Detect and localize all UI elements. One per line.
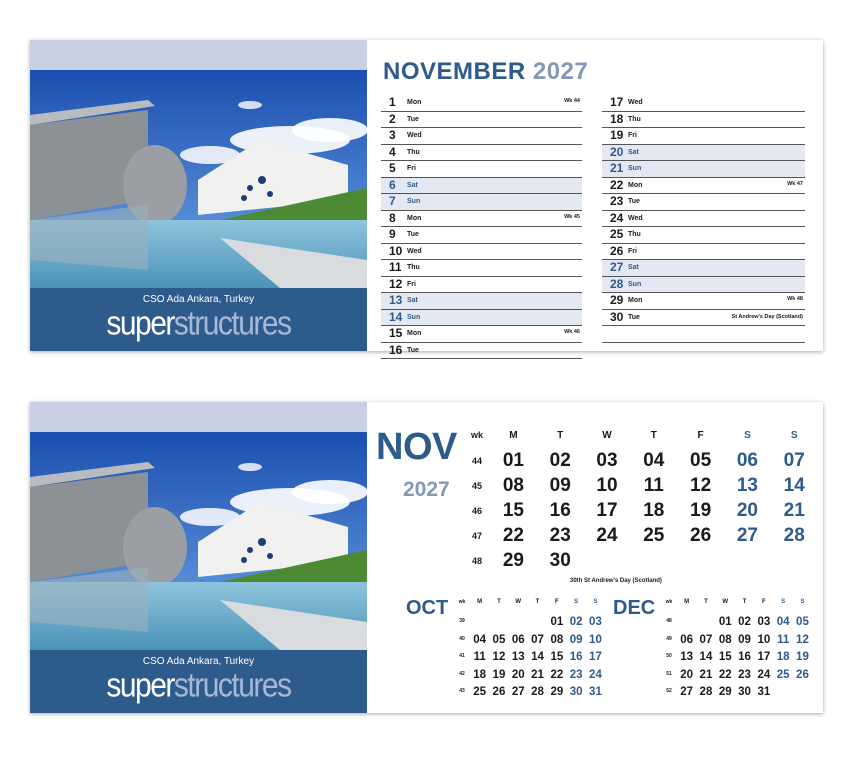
- day-row: [602, 260, 805, 277]
- date-cell: 09: [549, 475, 571, 496]
- date-cell: 25: [776, 668, 790, 681]
- date-cell: 02: [738, 616, 751, 628]
- weekly-calendar-page: [30, 40, 823, 357]
- date-cell: 20: [736, 500, 758, 521]
- date-cell: 15: [718, 651, 732, 663]
- day-weekday: Fri: [628, 132, 637, 139]
- date-cell: 27: [680, 686, 694, 698]
- date-cell: 12: [492, 651, 506, 663]
- date-cell: 09: [569, 633, 583, 646]
- monthly-calendar-page: [30, 402, 823, 713]
- nov-title: NOV: [376, 426, 457, 468]
- day-row: [602, 161, 805, 178]
- day-number: 26: [610, 243, 624, 258]
- date-cell: 16: [738, 651, 751, 663]
- day-row: [602, 95, 805, 112]
- day-weekday: Sat: [628, 148, 639, 156]
- date-cell: 12: [690, 475, 712, 496]
- weekday-header: W: [515, 599, 522, 605]
- week-number: 48: [666, 618, 672, 624]
- weekday-header: S: [800, 599, 805, 605]
- day-number: 23: [610, 194, 624, 208]
- days-column-1: [381, 95, 582, 359]
- day-number: 12: [389, 276, 403, 291]
- day-row: [602, 244, 805, 261]
- day-weekday: Fri: [407, 165, 416, 172]
- date-cell: 22: [502, 525, 524, 546]
- date-cell: 21: [699, 668, 713, 681]
- date-cell: 09: [738, 633, 751, 646]
- date-cell: 13: [511, 651, 525, 663]
- day-number: 10: [389, 243, 403, 258]
- date-cell: 11: [777, 633, 790, 646]
- nov-year: 2027: [403, 478, 450, 501]
- date-cell: 18: [643, 500, 665, 521]
- date-cell: 04: [776, 616, 790, 628]
- week-number: Wk 46: [564, 329, 580, 335]
- day-number: 22: [610, 177, 624, 192]
- date-cell: 28: [699, 686, 713, 698]
- date-cell: 13: [680, 651, 694, 663]
- day-number: 17: [610, 95, 624, 109]
- day-row: [381, 343, 582, 360]
- day-row: [381, 194, 582, 211]
- date-cell: 01: [718, 616, 732, 628]
- date-cell: 16: [569, 651, 583, 663]
- date-cell: 02: [569, 616, 583, 628]
- day-row: [381, 310, 582, 327]
- date-cell: 26: [796, 668, 809, 681]
- date-cell: 23: [549, 525, 571, 546]
- day-number: 19: [610, 128, 624, 142]
- date-cell: 27: [511, 686, 525, 698]
- weekday-header: M: [509, 430, 518, 441]
- date-cell: 03: [596, 450, 618, 471]
- day-number: 16: [389, 342, 403, 357]
- date-cell: 18: [473, 668, 487, 681]
- day-row: [381, 161, 582, 178]
- date-cell: 01: [502, 450, 524, 471]
- week-number: 49: [666, 635, 672, 642]
- dec-title: DEC: [613, 597, 656, 619]
- holiday-note: St Andrew's Day (Scotland): [731, 313, 803, 320]
- date-cell: 04: [643, 450, 665, 471]
- day-row: [381, 244, 582, 261]
- day-row: [602, 128, 805, 145]
- date-cell: 07: [699, 633, 713, 646]
- date-cell: 05: [690, 450, 712, 471]
- day-number: 15: [389, 326, 403, 340]
- day-row: [381, 227, 582, 244]
- weekday-header: M: [684, 599, 690, 605]
- weekday-header: S: [744, 430, 751, 441]
- week-header: wk: [665, 599, 673, 605]
- day-number: 18: [610, 111, 624, 126]
- date-cell: 24: [589, 668, 602, 681]
- day-row: [381, 211, 582, 228]
- date-cell: 20: [680, 668, 694, 681]
- week-header: wk: [458, 599, 466, 605]
- date-cell: 08: [550, 633, 564, 646]
- day-weekday: Sun: [407, 198, 421, 205]
- day-number: 9: [389, 227, 396, 241]
- day-row: [381, 277, 582, 294]
- day-weekday: Wed: [407, 247, 422, 255]
- day-weekday: Sun: [628, 165, 642, 172]
- day-row: [381, 112, 582, 129]
- date-cell: 20: [511, 668, 525, 681]
- day-weekday: Mon: [628, 297, 643, 304]
- week-number: 50: [666, 653, 672, 659]
- photo-caption: CSO Ada Ankara, Turkey: [142, 294, 255, 305]
- date-cell: 11: [643, 475, 664, 496]
- day-number: 2: [389, 111, 396, 126]
- week-number: 40: [459, 635, 465, 642]
- weekday-header: T: [704, 599, 708, 605]
- day-row: [381, 128, 582, 145]
- building-photo: [30, 70, 367, 288]
- day-number: 3: [389, 128, 396, 142]
- week-number: 46: [471, 506, 482, 516]
- date-cell: 30: [738, 686, 751, 698]
- date-cell: 10: [589, 633, 602, 646]
- date-cell: 17: [757, 651, 771, 663]
- week-number: 48: [471, 556, 482, 566]
- weekday-header: S: [574, 599, 579, 605]
- day-number: 5: [389, 161, 396, 175]
- day-number: 24: [610, 210, 624, 225]
- date-cell: 21: [531, 668, 544, 681]
- day-number: 25: [610, 227, 624, 241]
- week-number: 42: [459, 670, 465, 677]
- day-weekday: Sun: [628, 280, 642, 288]
- date-cell: 24: [596, 525, 618, 546]
- week-number: Wk 44: [564, 98, 580, 104]
- date-cell: 10: [596, 475, 618, 496]
- day-weekday: Tue: [407, 231, 419, 238]
- day-row: [602, 293, 805, 310]
- day-number: 13: [389, 293, 403, 307]
- date-cell: 15: [550, 651, 564, 663]
- date-cell: 05: [796, 616, 809, 628]
- date-cell: 29: [550, 686, 564, 698]
- date-cell: 08: [718, 633, 732, 646]
- date-cell: 22: [550, 668, 564, 681]
- date-cell: 10: [757, 633, 771, 646]
- date-cell: 28: [783, 525, 805, 546]
- date-cell: 12: [796, 633, 809, 646]
- day-number: 4: [389, 144, 396, 159]
- weekday-header: W: [602, 430, 612, 441]
- weekday-header: F: [697, 430, 704, 441]
- week-number: Wk 47: [787, 180, 803, 187]
- date-cell: 19: [690, 500, 712, 521]
- day-weekday: Mon: [407, 330, 422, 337]
- week-header: wk: [470, 430, 483, 440]
- weekday-header: S: [593, 599, 598, 605]
- day-row: [381, 95, 582, 112]
- day-weekday: Sat: [628, 264, 639, 271]
- day-row: [602, 112, 805, 129]
- date-cell: 29: [502, 550, 524, 571]
- week-number: 52: [666, 688, 672, 694]
- day-weekday: Thu: [407, 264, 420, 271]
- date-cell: 08: [502, 475, 524, 496]
- weekday-header: W: [722, 599, 729, 605]
- weekday-header: F: [555, 599, 559, 605]
- date-cell: 29: [718, 686, 732, 698]
- weekday-header: T: [535, 599, 540, 605]
- day-weekday: Sat: [407, 181, 418, 189]
- day-row: [381, 293, 582, 310]
- day-row: [602, 277, 805, 294]
- day-row: [602, 227, 805, 244]
- day-weekday: Wed: [407, 132, 422, 139]
- day-row: [381, 178, 582, 195]
- week-number: 45: [471, 481, 482, 491]
- date-cell: 03: [757, 616, 771, 628]
- date-cell: 17: [589, 651, 602, 663]
- date-cell: 23: [569, 668, 583, 681]
- date-cell: 18: [776, 651, 790, 663]
- day-number: 6: [389, 177, 396, 192]
- day-row: [602, 145, 805, 162]
- weekday-header: S: [790, 430, 798, 441]
- week-number: Wk 45: [564, 213, 580, 220]
- photo-caption-box: [30, 288, 367, 351]
- brand-logo: superstructures: [106, 304, 291, 343]
- day-number: 29: [610, 293, 624, 307]
- photo-caption-2: CSO Ada Ankara, Turkey: [142, 656, 255, 667]
- day-weekday: Sun: [407, 313, 421, 321]
- month-title: NOVEMBER 2027: [383, 58, 589, 85]
- date-cell: 23: [738, 668, 751, 681]
- date-cell: 30: [569, 686, 583, 698]
- day-row: [602, 178, 805, 195]
- date-cell: 26: [690, 525, 712, 546]
- date-cell: 16: [549, 500, 571, 521]
- day-weekday: Fri: [407, 280, 416, 288]
- day-number: 28: [610, 276, 624, 291]
- date-cell: 07: [531, 633, 544, 646]
- week-number: 44: [471, 456, 482, 466]
- date-cell: 22: [718, 668, 732, 681]
- weekday-header: T: [497, 599, 501, 605]
- day-weekday: Sat: [407, 297, 418, 304]
- weekday-header: T: [650, 430, 657, 441]
- date-cell: 19: [796, 651, 809, 663]
- day-row: [602, 310, 805, 327]
- week-number: 39: [459, 618, 465, 624]
- day-row: [381, 326, 582, 343]
- photo-illustration: [30, 70, 367, 288]
- date-cell: 11: [473, 651, 486, 663]
- day-number: 11: [389, 260, 402, 274]
- date-cell: 31: [589, 686, 602, 698]
- oct-title: OCT: [406, 597, 449, 619]
- date-cell: 14: [531, 651, 544, 663]
- week-number: 51: [666, 670, 672, 677]
- date-cell: 17: [596, 500, 618, 521]
- day-weekday: Fri: [628, 247, 637, 255]
- date-cell: 15: [502, 500, 524, 521]
- day-row: [602, 326, 805, 343]
- photo-top-band: [30, 40, 367, 70]
- date-cell: 06: [680, 633, 694, 646]
- weekday-header: S: [781, 599, 786, 605]
- day-weekday: Thu: [407, 148, 420, 156]
- date-cell: 04: [473, 633, 487, 646]
- weekday-header: F: [762, 599, 766, 605]
- day-weekday: Thu: [628, 115, 641, 123]
- date-cell: 06: [736, 450, 758, 471]
- day-weekday: Mon: [628, 181, 643, 189]
- brand-logo-2: superstructures: [106, 666, 291, 705]
- date-cell: 03: [589, 616, 602, 628]
- date-cell: 25: [473, 686, 487, 698]
- date-cell: 26: [492, 686, 506, 698]
- day-number: 7: [389, 194, 396, 208]
- day-weekday: Tue: [407, 115, 419, 123]
- day-row: [381, 260, 582, 277]
- day-weekday: Wed: [628, 214, 643, 222]
- date-cell: 30: [549, 550, 571, 571]
- photo-top-band-2: [30, 402, 367, 432]
- date-cell: 05: [492, 633, 506, 646]
- date-cell: 01: [550, 616, 564, 628]
- date-cell: 28: [531, 686, 544, 698]
- day-weekday: Mon: [407, 214, 422, 222]
- date-cell: 07: [783, 450, 805, 471]
- week-number: 43: [459, 688, 465, 694]
- photo-caption-box-2: [30, 650, 367, 713]
- date-cell: 13: [736, 475, 758, 496]
- day-number: 1: [389, 95, 396, 109]
- day-row: [602, 194, 805, 211]
- day-number: 14: [389, 309, 403, 324]
- day-weekday: Mon: [407, 99, 422, 106]
- day-number: 21: [610, 161, 624, 175]
- date-cell: 14: [699, 651, 713, 663]
- date-cell: 24: [757, 668, 771, 681]
- date-cell: 27: [736, 525, 758, 546]
- date-cell: 14: [783, 475, 805, 496]
- building-photo-2: [30, 432, 367, 650]
- day-number: 30: [610, 309, 624, 324]
- day-number: 27: [610, 260, 624, 274]
- date-cell: 31: [757, 686, 771, 698]
- day-weekday: Wed: [628, 99, 643, 106]
- nov-holiday-note: 30th St Andrew's Day (Scotland): [570, 578, 662, 584]
- day-weekday: Tue: [407, 346, 419, 354]
- week-number: Wk 48: [787, 296, 803, 302]
- date-cell: 19: [492, 668, 506, 681]
- week-number: 41: [459, 653, 465, 659]
- day-weekday: Tue: [628, 198, 640, 205]
- photo-illustration-2: [30, 432, 367, 650]
- weekday-header: T: [557, 430, 564, 441]
- days-column-2: [602, 95, 805, 343]
- day-weekday: Thu: [628, 231, 641, 238]
- week-number: 47: [471, 531, 482, 541]
- date-cell: 02: [549, 450, 571, 471]
- date-cell: 25: [643, 525, 665, 546]
- date-cell: 06: [511, 633, 525, 646]
- day-row: [381, 145, 582, 162]
- day-row: [602, 211, 805, 228]
- day-number: 8: [389, 210, 396, 225]
- day-weekday: Tue: [628, 313, 640, 321]
- weekday-header: T: [742, 599, 747, 605]
- day-number: 20: [610, 144, 624, 159]
- date-cell: 21: [783, 500, 805, 521]
- weekday-header: M: [477, 599, 483, 605]
